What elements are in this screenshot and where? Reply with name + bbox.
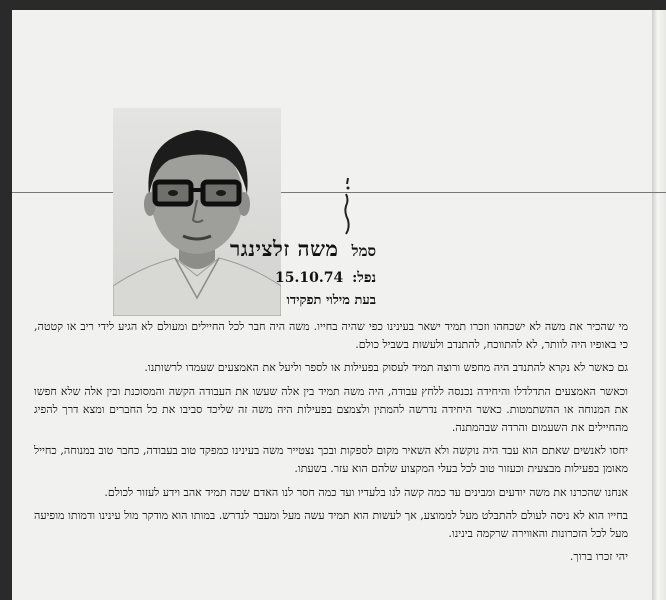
paragraph: בחייו הוא לא ניסה לעולם להתבלט מעל לממוצע, אך לעשות הוא תמיד עשה מעל ומעבר לנדרש. במותו הוא מודקר מול עינינו ודמותו מופיעה מעל לכל הזכרונות והאווירה שרקמה בינינו. xyxy=(34,508,628,541)
fell-label: נפל: xyxy=(352,270,376,286)
memorial-text xyxy=(34,318,628,571)
rank-label: סמל xyxy=(351,242,376,260)
fold-line xyxy=(12,192,666,193)
portrait-illustration xyxy=(113,108,281,316)
page-edge-shadow xyxy=(652,10,666,600)
paragraph: וכאשר האמצעים התדלדלו והיחידה נכנסה ללחץ עבודה, היה משה תמיד בין אלה שעשו את העבודה הקשה והמסוכנת ובין אלה שלא חפשו את המנוחה או ההשתמטות. כאשר היחידה נדרשה להמתין ולצמצם בפעילות היה משה זה שליכד סביבו את כל החברים ומצא דרך להפיג מהחיילים את השעמום והרדה שבהמתנה. xyxy=(34,384,628,435)
paragraph: מי שהכיר את משה לא ישכחהו וזכרו תמיד ישאר בעינינו כפי שהיה בחייו. משה היה חבר לכל החיילים ומעולם לא הגיע לידי ריב או קטטה, כי באופיו היה לוותר, לא להתווכח, להתנדב ולעשות בשביל כולם. xyxy=(34,320,628,352)
soldier-name: משה זלצינגר xyxy=(229,236,339,261)
closing-line: יהי זכרו ברוך. xyxy=(569,550,628,564)
paragraph: אנחנו שהכרנו את משה יודעים ומבינים עד כמה קשה לנו בלעדיו ועד כמה חסר לנו האדם שכה תמיד אהב וידע לעזור לכולם. xyxy=(104,485,628,499)
duty-line: בעת מילוי תפקידו xyxy=(286,293,376,308)
fell-line xyxy=(275,270,376,287)
fell-date: 15.10.74 xyxy=(275,270,344,286)
soldier-name-line xyxy=(230,236,376,262)
portrait-photo xyxy=(113,108,281,316)
paragraph: גם כאשר לא נקרא להתנדב היה מחפש ורוצה תמיד לעסוק בפעילות או לספר וליעל את האמצעים שעמדו לרשותנו. xyxy=(144,361,628,375)
paragraph: יחסו לאנשים שאתם הוא עבד היה נוקשה ולא השאיר מקום לספקות ובכך נצטייר משה בעינינו כמפקד טוב בעבודה, כחבר טוב במנוחה, כחייל מאומן בפעילות מבצעית וכעזור טוב לכל בעלי המקצוע שלהם הוא עזר. בשעתו. xyxy=(34,444,628,476)
ink-mark xyxy=(340,176,354,236)
